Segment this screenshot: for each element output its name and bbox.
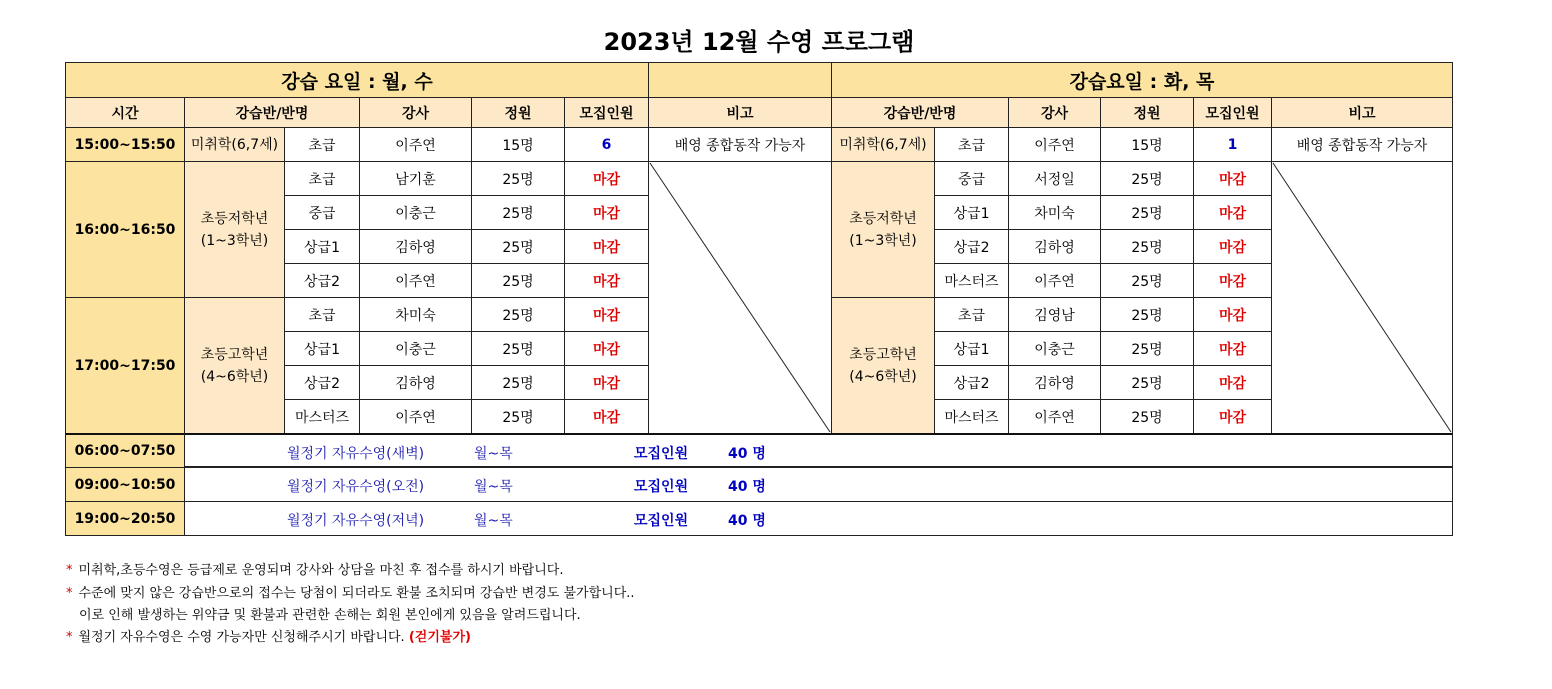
group-upper-elem-left (184, 297, 285, 434)
note-diagonal-left (648, 161, 832, 434)
time-16: 16:00~16:50 (65, 161, 185, 298)
free-swim-label: 모집인원 (634, 513, 689, 529)
time-free-dawn: 06:00~07:50 (65, 433, 185, 468)
teacher-cell: 남기훈 (359, 161, 472, 196)
teacher-cell: 서정일 (1008, 161, 1101, 196)
capacity-cell: 25명 (1100, 399, 1194, 434)
time-free-evening: 19:00~20:50 (65, 501, 185, 536)
group-preschool-left: 미취학(6,7세) (184, 127, 285, 162)
asterisk: * (66, 630, 73, 645)
diagonal-line (648, 161, 832, 434)
col-time: 시간 (65, 97, 185, 128)
level-cell: 초급 (934, 127, 1009, 162)
capacity-cell: 25명 (1100, 297, 1194, 332)
teacher-cell: 이충근 (1008, 331, 1101, 366)
note-top-blank (648, 62, 832, 98)
closed-status: 마감 (564, 399, 649, 434)
level-cell: 중급 (284, 195, 360, 230)
capacity-cell: 25명 (1100, 161, 1194, 196)
free-swim-name: 월정기 자유수영(저녁) (287, 513, 425, 529)
closed-status: 마감 (564, 161, 649, 196)
teacher-cell: 이충근 (359, 195, 472, 230)
level-cell: 초급 (934, 297, 1009, 332)
note-cell: 배영 종합동작 가능자 (648, 127, 832, 162)
group-line: (1~3학년) (849, 232, 917, 249)
note-diagonal-right (1271, 161, 1453, 434)
left-days-header: 강습 요일 : 월, 수 (65, 62, 649, 98)
notice-text: 월정기 자유수영은 수영 가능자만 신청해주시기 바랍니다. (78, 630, 405, 645)
group-line: (1~3학년) (200, 232, 269, 249)
closed-status: 마감 (564, 297, 649, 332)
time-17: 17:00~17:50 (65, 297, 185, 434)
group-preschool-right: 미취학(6,7세) (831, 127, 935, 162)
level-cell: 초급 (284, 297, 360, 332)
group-line: 초등저학년 (849, 210, 917, 227)
free-swim-days: 월~목 (474, 446, 513, 462)
level-cell: 상급1 (934, 195, 1009, 230)
asterisk: * (66, 586, 73, 601)
capacity-cell: 25명 (471, 331, 565, 366)
recruit-count: 6 (564, 127, 649, 162)
teacher-cell: 김하영 (1008, 229, 1101, 264)
capacity-cell: 15명 (1100, 127, 1194, 162)
level-cell: 상급1 (284, 331, 360, 366)
time-15: 15:00~15:50 (65, 127, 185, 162)
closed-status: 마감 (1193, 229, 1272, 264)
group-line: (4~6학년) (849, 368, 917, 385)
free-swim-label: 모집인원 (634, 479, 689, 495)
free-swim-days: 월~목 (474, 513, 513, 529)
teacher-cell: 이충근 (359, 331, 472, 366)
col-note-left: 비고 (648, 97, 832, 128)
level-cell: 마스터즈 (284, 399, 360, 434)
notice-text: 수준에 맞지 않은 강습반으로의 접수는 당첨이 되더라도 환불 조치되며 강습반 변경도 불가합니다.. (78, 586, 635, 601)
capacity-cell: 25명 (1100, 229, 1194, 264)
capacity-cell: 25명 (471, 365, 565, 400)
closed-status: 마감 (564, 331, 649, 366)
teacher-cell: 이주연 (1008, 263, 1101, 298)
teacher-cell: 이주연 (359, 263, 472, 298)
page-title: 2023년 12월 수영 프로그램 (603, 28, 915, 56)
free-swim-count: 40 명 (728, 479, 766, 495)
teacher-cell: 이주연 (1008, 399, 1101, 434)
closed-status: 마감 (1193, 399, 1272, 434)
notice-line (79, 604, 581, 623)
col-capacity-right: 정원 (1100, 97, 1194, 128)
free-swim-row (184, 433, 1453, 467)
level-cell: 초급 (284, 161, 360, 196)
level-cell: 상급2 (934, 229, 1009, 264)
closed-status: 마감 (1193, 297, 1272, 332)
capacity-cell: 25명 (471, 263, 565, 298)
capacity-cell: 25명 (1100, 365, 1194, 400)
level-cell: 마스터즈 (934, 263, 1009, 298)
closed-status: 마감 (1193, 263, 1272, 298)
capacity-cell: 25명 (1100, 195, 1194, 230)
level-cell: 마스터즈 (934, 399, 1009, 434)
capacity-cell: 25명 (1100, 263, 1194, 298)
col-note-right: 비고 (1271, 97, 1453, 128)
capacity-cell: 15명 (471, 127, 565, 162)
group-line: 초등고학년 (849, 346, 917, 363)
free-swim-count: 40 명 (728, 446, 766, 462)
capacity-cell: 25명 (471, 195, 565, 230)
notice-line (66, 559, 564, 578)
teacher-cell: 김하영 (359, 365, 472, 400)
group-line: 초등고학년 (200, 346, 269, 363)
level-cell: 상급1 (934, 331, 1009, 366)
level-cell: 상급2 (934, 365, 1009, 400)
teacher-cell: 이주연 (1008, 127, 1101, 162)
free-swim-label: 모집인원 (634, 446, 689, 462)
level-cell: 상급2 (284, 365, 360, 400)
capacity-cell: 25명 (471, 229, 565, 264)
notice-text: 미취학,초등수영은 등급제로 운영되며 강사와 상담을 마친 후 접수를 하시기 바랍니다. (78, 563, 564, 578)
closed-status: 마감 (564, 229, 649, 264)
teacher-cell: 차미숙 (359, 297, 472, 332)
col-recruit-left: 모집인원 (564, 97, 649, 128)
notice-line (66, 582, 635, 601)
recruit-count: 1 (1193, 127, 1272, 162)
free-swim-name: 월정기 자유수영(오전) (287, 479, 425, 495)
time-free-morning: 09:00~10:50 (65, 467, 185, 502)
closed-status: 마감 (564, 263, 649, 298)
level-cell: 상급1 (284, 229, 360, 264)
col-class-left: 강습반/반명 (184, 97, 360, 128)
closed-status: 마감 (564, 195, 649, 230)
col-class-right: 강습반/반명 (831, 97, 1009, 128)
closed-status: 마감 (1193, 331, 1272, 366)
closed-status: 마감 (1193, 161, 1272, 196)
group-line: 초등저학년 (200, 210, 269, 227)
level-cell: 중급 (934, 161, 1009, 196)
level-cell: 상급2 (284, 263, 360, 298)
level-cell: 초급 (284, 127, 360, 162)
group-lower-elem-left (184, 161, 285, 298)
free-swim-name: 월정기 자유수영(새벽) (287, 446, 425, 462)
group-line: (4~6학년) (200, 368, 269, 385)
note-cell: 배영 종합동작 가능자 (1271, 127, 1453, 162)
notice-text: 이로 인해 발생하는 위약금 및 환불과 관련한 손해는 회원 본인에게 있음을 알려드립니다. (79, 608, 581, 623)
teacher-cell: 차미숙 (1008, 195, 1101, 230)
col-teacher-left: 강사 (359, 97, 472, 128)
capacity-cell: 25명 (471, 399, 565, 434)
capacity-cell: 25명 (1100, 331, 1194, 366)
teacher-cell: 김하영 (1008, 365, 1101, 400)
closed-status: 마감 (564, 365, 649, 400)
closed-status: 마감 (1193, 195, 1272, 230)
asterisk: * (66, 563, 73, 578)
col-recruit-right: 모집인원 (1193, 97, 1272, 128)
teacher-cell: 김하영 (359, 229, 472, 264)
closed-status: 마감 (1193, 365, 1272, 400)
teacher-cell: 김영남 (1008, 297, 1101, 332)
free-swim-row (184, 467, 1453, 502)
capacity-cell: 25명 (471, 161, 565, 196)
diagonal-line (1271, 161, 1453, 434)
group-lower-elem-right (831, 161, 935, 298)
free-swim-count: 40 명 (728, 513, 766, 529)
group-upper-elem-right (831, 297, 935, 434)
col-capacity-left: 정원 (471, 97, 565, 128)
capacity-cell: 25명 (471, 297, 565, 332)
no-walking-warning: (걷기불가) (408, 630, 471, 645)
teacher-cell: 이주연 (359, 127, 472, 162)
free-swim-days: 월~목 (474, 479, 513, 495)
right-days-header: 강습요일 : 화, 목 (831, 62, 1453, 98)
col-teacher-right: 강사 (1008, 97, 1101, 128)
notice-line (66, 626, 471, 645)
teacher-cell: 이주연 (359, 399, 472, 434)
free-swim-row (184, 501, 1453, 536)
